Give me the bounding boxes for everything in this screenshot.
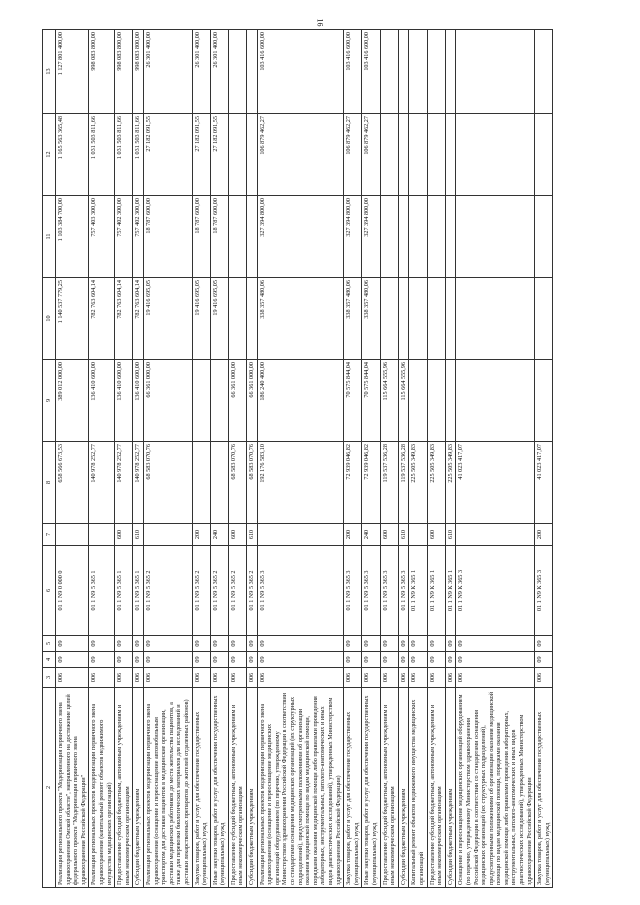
table-cell-c13: 103 416 600,00 [362, 30, 380, 114]
row-description-cell: Капитальный ремонт объектов недвижимого имущества медицинских организаций [409, 688, 427, 888]
table-cell-c12: 106 879 462,27 [362, 114, 380, 196]
table-cell-c9: 136 410 600,00 [133, 360, 144, 442]
table-cell-c13: 998 083 800,00 [133, 30, 144, 114]
table-cell-c4: 09 [535, 652, 553, 668]
table-cell-c6: 01 1 N9 5 365 1 [89, 546, 115, 636]
table-cell-c8: 68 583 070,76 [143, 442, 192, 524]
table-cell-c11 [228, 196, 246, 278]
table-cell-c10 [427, 278, 445, 360]
table-cell-c8: 225 505 349,83 [427, 442, 445, 524]
table-cell-c11 [380, 196, 398, 278]
table-row [344, 30, 362, 888]
table-row [398, 30, 409, 888]
table-cell-c5: 09 [89, 636, 115, 652]
table-cell-c10: 19 416 695,05 [143, 278, 192, 360]
table-cell-c7: 600 [380, 524, 398, 546]
table-cell-c9 [427, 360, 445, 442]
table-cell-c6: 01 1 N9 К 365 1 [445, 546, 456, 636]
table-cell-c11: 18 787 600,00 [192, 196, 210, 278]
table-row [409, 30, 427, 888]
row-description-cell: Реализация региональных проектов модернизации первичного звена здравоохранения (оснащение и переоснащение медицинских организаций оборудованием (по перечню, утвержденному Министерством здравоохранения Российской Федерации в соответствии со стандартами оснащения медицинских организаций (их структурных подразделений), предусмотренными положениями об организации оказания медицинской помощи по видам медицинской помощи, порядками оказания медицинской помощи либо правилами проведения лабораторных, инструментальных, патолого-анатомических и иных видов диагностических исследований), утвержденных Министерством здравоохранения Российской Федерации) [257, 688, 344, 888]
table-cell-c4: 09 [362, 652, 380, 668]
table-cell-c13: 26 301 400,00 [210, 30, 228, 114]
table-cell-c3: 006 [257, 668, 344, 688]
table-cell-c9: 115 664 555,96 [380, 360, 398, 442]
column-header: 7 [43, 524, 56, 546]
table-cell-c11 [398, 196, 409, 278]
table-cell-c9: 66 361 000,00 [228, 360, 246, 442]
row-description-cell: Иные закупки товаров, работ и услуг для обеспечения государственных (муниципальных) нужд [210, 688, 228, 888]
table-cell-c6: 01 1 N9 К 365 1 [409, 546, 427, 636]
table-cell-c12: 1 031 503 811,66 [115, 114, 133, 196]
row-description-cell: Закупка товаров, работ и услуг для обеспечения государственных (муниципальных) нужд [344, 688, 362, 888]
table-cell-c5: 09 [427, 636, 445, 652]
row-description-cell: Иные закупки товаров, работ и услуг для обеспечения государственных (муниципальных) нужд [362, 688, 380, 888]
table-cell-c5: 09 [56, 636, 89, 652]
table-cell-c13 [247, 30, 258, 114]
table-cell-c8: 225 505 349,83 [409, 442, 427, 524]
table-cell-c13: 26 301 400,00 [192, 30, 210, 114]
table-cell-c3: 006 [380, 668, 398, 688]
column-header: 10 [43, 278, 56, 360]
table-cell-c5: 09 [257, 636, 344, 652]
table-cell-c8: 140 978 252,77 [89, 442, 115, 524]
table-cell-c9 [445, 360, 456, 442]
table-cell-c8: 140 978 252,77 [133, 442, 144, 524]
table-cell-c12 [535, 114, 553, 196]
row-description-cell: Субсидии бюджетным учреждениям [398, 688, 409, 888]
table-cell-c12 [398, 114, 409, 196]
table-cell-c6: 01 1 N9 К 365 3 [535, 546, 553, 636]
table-cell-c7: 240 [210, 524, 228, 546]
table-cell-c12 [247, 114, 258, 196]
table-cell-c9: 186 240 400,00 [257, 360, 344, 442]
table-cell-c4: 09 [456, 652, 535, 668]
table-cell-c6: 01 1 N9 К 365 1 [427, 546, 445, 636]
column-header: 9 [43, 360, 56, 442]
table-cell-c4: 09 [257, 652, 344, 668]
table-cell-c7: 200 [535, 524, 553, 546]
table-cell-c9: 66 361 000,00 [143, 360, 192, 442]
table-cell-c7: 610 [247, 524, 258, 546]
table-cell-c8: 140 978 252,77 [115, 442, 133, 524]
table-cell-c7 [456, 524, 535, 546]
table-cell-c3: 006 [456, 668, 535, 688]
row-description-cell: Реализация региональных проектов модернизации первичного звена здравоохранения (капитальный ремонт объектов недвижимого имущества медицинских организаций) [89, 688, 115, 888]
table-cell-c6: 01 1 N9 5 365 2 [228, 546, 246, 636]
table-row [56, 30, 89, 888]
table-cell-c7 [257, 524, 344, 546]
table-cell-c10 [445, 278, 456, 360]
table-cell-c7: 610 [445, 524, 456, 546]
table-cell-c7 [409, 524, 427, 546]
table-row [247, 30, 258, 888]
table-row [192, 30, 210, 888]
table-cell-c10: 19 416 695,05 [192, 278, 210, 360]
table-cell-c10: 338 357 480,06 [344, 278, 362, 360]
table-cell-c11: 757 402 300,00 [115, 196, 133, 278]
table-cell-c13: 1 127 801 400,00 [56, 30, 89, 114]
table-cell-c13: 103 416 600,00 [344, 30, 362, 114]
table-row [362, 30, 380, 888]
table-cell-c5: 09 [115, 636, 133, 652]
table-cell-c3: 006 [143, 668, 192, 688]
table-cell-c11 [409, 196, 427, 278]
table-cell-c10 [398, 278, 409, 360]
table-cell-c12: 27 182 091,55 [143, 114, 192, 196]
table-cell-c8: 68 583 070,76 [247, 442, 258, 524]
table-cell-c4: 09 [115, 652, 133, 668]
table-cell-c10 [228, 278, 246, 360]
table-cell-c10 [380, 278, 398, 360]
row-description-cell: Субсидии бюджетным учреждениям [445, 688, 456, 888]
table-row [535, 30, 553, 888]
table-row [456, 30, 535, 888]
table-cell-c6: 01 1 N9 5 365 3 [257, 546, 344, 636]
table-cell-c12: 1 031 503 811,66 [133, 114, 144, 196]
table-cell-c12 [427, 114, 445, 196]
table-cell-c3: 006 [362, 668, 380, 688]
table-cell-c4: 09 [398, 652, 409, 668]
table-cell-c10: 338 357 480,06 [257, 278, 344, 360]
table-cell-c7 [143, 524, 192, 546]
table-cell-c6: 01 1 N9 5 365 3 [380, 546, 398, 636]
table-cell-c13 [445, 30, 456, 114]
table-cell-c4: 09 [192, 652, 210, 668]
table-cell-c5: 09 [535, 636, 553, 652]
table-cell-c6: 01 1 N9 5 365 3 [344, 546, 362, 636]
table-cell-c8: 41 023 417,07 [535, 442, 553, 524]
table-cell-c3: 006 [427, 668, 445, 688]
table-cell-c8: 72 939 046,82 [344, 442, 362, 524]
table-cell-c8: 68 583 070,76 [228, 442, 246, 524]
table-cell-c9 [210, 360, 228, 442]
table-cell-c12 [380, 114, 398, 196]
table-cell-c7: 610 [133, 524, 144, 546]
table-cell-c7: 600 [115, 524, 133, 546]
table-cell-c4: 09 [210, 652, 228, 668]
table-cell-c6: 01 1 N9 5 365 1 [133, 546, 144, 636]
table-cell-c6: 01 1 N9 5 365 2 [143, 546, 192, 636]
table-cell-c13: 103 416 600,00 [257, 30, 344, 114]
table-cell-c4: 09 [133, 652, 144, 668]
table-cell-c7 [89, 524, 115, 546]
table-cell-c9 [456, 360, 535, 442]
table-cell-c3: 006 [344, 668, 362, 688]
column-header: 3 [43, 668, 56, 688]
row-description-cell: Предоставление субсидий бюджетным, автономным учреждениям и иным некоммерческим организациям [380, 688, 398, 888]
column-header: 4 [43, 652, 56, 668]
table-cell-c13 [380, 30, 398, 114]
row-description-cell: Предоставление субсидий бюджетным, автономным учреждениям и иным некоммерческим организациям [228, 688, 246, 888]
table-cell-c6: 01 1 N9 0 000 0 [56, 546, 89, 636]
table-cell-c9 [535, 360, 553, 442]
table-cell-c9: 389 012 000,00 [56, 360, 89, 442]
table-cell-c3: 006 [115, 668, 133, 688]
table-cell-c7: 610 [398, 524, 409, 546]
table-cell-c10: 1 140 537 779,25 [56, 278, 89, 360]
table-cell-c10: 782 763 604,14 [115, 278, 133, 360]
table-cell-c12: 106 879 462,27 [344, 114, 362, 196]
table-cell-c9 [192, 360, 210, 442]
column-header: 6 [43, 546, 56, 636]
table-row [210, 30, 228, 888]
table-cell-c10 [409, 278, 427, 360]
table-cell-c7: 200 [344, 524, 362, 546]
table-cell-c11 [535, 196, 553, 278]
row-description-cell: Субсидии бюджетным учреждениям [133, 688, 144, 888]
table-cell-c3: 006 [192, 668, 210, 688]
table-cell-c12: 1 031 503 811,66 [89, 114, 115, 196]
table-cell-c6: 01 1 N9 К 365 3 [456, 546, 535, 636]
table-cell-c4: 09 [380, 652, 398, 668]
table-cell-c5: 09 [247, 636, 258, 652]
table-cell-c3: 006 [398, 668, 409, 688]
column-header: 12 [43, 114, 56, 196]
table-cell-c6: 01 1 N9 5 365 2 [210, 546, 228, 636]
table-cell-c8 [192, 442, 210, 524]
table-cell-c8 [210, 442, 228, 524]
table-cell-c11: 18 787 600,00 [143, 196, 192, 278]
table-cell-c11 [456, 196, 535, 278]
table-cell-c4: 09 [56, 652, 89, 668]
table-cell-c13 [409, 30, 427, 114]
table-cell-c9: 66 361 000,00 [247, 360, 258, 442]
table-cell-c11: 757 402 300,00 [133, 196, 144, 278]
table-cell-c10: 782 763 604,14 [89, 278, 115, 360]
table-cell-c4: 09 [344, 652, 362, 668]
table-cell-c3: 006 [535, 668, 553, 688]
budget-table [42, 29, 553, 888]
table-cell-c13 [456, 30, 535, 114]
column-header: 8 [43, 442, 56, 524]
page-number: 16 [315, 18, 325, 27]
column-number-row [43, 30, 56, 888]
table-cell-c9 [409, 360, 427, 442]
table-cell-c11: 1 103 384 700,00 [56, 196, 89, 278]
table-cell-c9: 70 575 844,04 [344, 360, 362, 442]
table-cell-c6: 01 1 N9 5 365 2 [192, 546, 210, 636]
table-row [143, 30, 192, 888]
table-cell-c13: 26 301 400,00 [143, 30, 192, 114]
column-header: 2 [43, 688, 56, 888]
table-cell-c3: 006 [445, 668, 456, 688]
table-row [115, 30, 133, 888]
table-cell-c12 [228, 114, 246, 196]
table-cell-c5: 09 [456, 636, 535, 652]
table-cell-c4: 09 [409, 652, 427, 668]
table-cell-c12 [409, 114, 427, 196]
table-cell-c5: 09 [362, 636, 380, 652]
table-cell-c7 [56, 524, 89, 546]
table-cell-c6: 01 1 N9 5 365 1 [115, 546, 133, 636]
table-cell-c12: 27 182 091,55 [192, 114, 210, 196]
table-cell-c5: 09 [210, 636, 228, 652]
table-row [228, 30, 246, 888]
table-cell-c13: 998 083 800,00 [115, 30, 133, 114]
table-cell-c11: 757 403 300,00 [89, 196, 115, 278]
table-cell-c12: 1 165 563 365,48 [56, 114, 89, 196]
table-cell-c11 [445, 196, 456, 278]
table-cell-c4: 09 [143, 652, 192, 668]
table-row [133, 30, 144, 888]
table-cell-c5: 09 [398, 636, 409, 652]
table-cell-c10: 19 416 695,05 [210, 278, 228, 360]
table-row [257, 30, 344, 888]
row-description-cell: Реализация регионального проекта "Модернизация первичного звена здравоохранения Омской области", направленного на достижение целей федерального проекта "Модернизация первичного звена здравоохранения Российской Федерации" [56, 688, 89, 888]
column-header: 5 [43, 636, 56, 652]
table-cell-c8: 658 566 673,53 [56, 442, 89, 524]
row-description-cell: Субсидии бюджетным учреждениям [247, 688, 258, 888]
table-cell-c9: 70 575 844,04 [362, 360, 380, 442]
table-cell-c12 [456, 114, 535, 196]
column-header: 13 [43, 30, 56, 114]
table-cell-c3: 006 [247, 668, 258, 688]
table-cell-c8: 119 537 536,28 [398, 442, 409, 524]
table-cell-c7: 600 [228, 524, 246, 546]
row-description-cell: Закупка товаров, работ и услуг для обеспечения государственных (муниципальных) нужд [535, 688, 553, 888]
table-cell-c3: 006 [89, 668, 115, 688]
table-cell-c4: 09 [427, 652, 445, 668]
table-cell-c5: 09 [445, 636, 456, 652]
table-cell-c13 [535, 30, 553, 114]
table-cell-c8: 192 176 583,10 [257, 442, 344, 524]
table-cell-c4: 09 [228, 652, 246, 668]
table-cell-c13 [228, 30, 246, 114]
table-cell-c11: 327 394 800,00 [344, 196, 362, 278]
table-cell-c4: 09 [247, 652, 258, 668]
table-cell-c5: 09 [192, 636, 210, 652]
table-cell-c9: 115 664 555,96 [398, 360, 409, 442]
table-cell-c6: 01 1 N9 5 365 3 [398, 546, 409, 636]
table-cell-c7: 200 [192, 524, 210, 546]
table-cell-c7: 240 [362, 524, 380, 546]
table-row [445, 30, 456, 888]
table-cell-c8: 119 537 536,28 [380, 442, 398, 524]
rotated-table-wrapper [42, 30, 608, 888]
table-cell-c10 [456, 278, 535, 360]
table-cell-c11 [427, 196, 445, 278]
table-cell-c6: 01 1 N9 5 365 2 [247, 546, 258, 636]
table-cell-c9: 136 410 600,00 [89, 360, 115, 442]
table-cell-c11: 18 787 600,00 [210, 196, 228, 278]
table-cell-c4: 09 [445, 652, 456, 668]
table-cell-c13 [398, 30, 409, 114]
table-cell-c12 [445, 114, 456, 196]
table-cell-c13 [427, 30, 445, 114]
table-cell-c4: 09 [89, 652, 115, 668]
table-cell-c5: 09 [143, 636, 192, 652]
row-description-cell: Предоставление субсидий бюджетным, автономным учреждениям и иным некоммерческим организациям [115, 688, 133, 888]
row-description-cell: Реализация региональных проектов модернизации первичного звена здравоохранения (оснащение и переоснащение автомобильным транспортом для доставки пациентов в медицинские организации, доставки медицинских работников до места жительства пациентов, а также для перевозки биологических материалов для исследований и доставки лекарственных препаратов до жителей отдаленных районов) [143, 688, 192, 888]
table-cell-c5: 09 [228, 636, 246, 652]
table-cell-c3: 006 [210, 668, 228, 688]
table-row [380, 30, 398, 888]
table-cell-c8: 41 023 417,07 [456, 442, 535, 524]
table-cell-c13: 998 083 800,00 [89, 30, 115, 114]
table-cell-c10: 338 357 480,06 [362, 278, 380, 360]
table-cell-c11: 327 394 800,00 [257, 196, 344, 278]
table-cell-c10 [247, 278, 258, 360]
column-header: 11 [43, 196, 56, 278]
table-cell-c12: 27 182 091,55 [210, 114, 228, 196]
table-cell-c12: 106 879 462,27 [257, 114, 344, 196]
table-cell-c7: 600 [427, 524, 445, 546]
table-cell-c3: 006 [56, 668, 89, 688]
budget-table-sheet [42, 30, 608, 888]
table-cell-c5: 09 [344, 636, 362, 652]
table-cell-c10 [535, 278, 553, 360]
row-description-cell: Оснащение и переоснащение медицинских организаций оборудованием (по перечню, утвержденному Министерством здравоохранения Российской Федерации в соответствии со стандартами оснащения медицинских организаций (их структурных подразделений), предусмотренными положениями об организации оказания медицинской помощи по видам медицинской помощи, порядками оказания медицинской помощи либо правилами проведения лабораторных, инструментальных, патолого-анатомических и иных видов диагностических исследований), утвержденных Министерством здравоохранения Российской Федерации [456, 688, 535, 888]
table-cell-c5: 09 [133, 636, 144, 652]
table-cell-c6: 01 1 N9 5 365 3 [362, 546, 380, 636]
row-description-cell: Закупка товаров, работ и услуг для обеспечения государственных (муниципальных) нужд [192, 688, 210, 888]
table-row [427, 30, 445, 888]
table-cell-c3: 006 [409, 668, 427, 688]
table-cell-c11 [247, 196, 258, 278]
table-cell-c9: 136 410 600,00 [115, 360, 133, 442]
table-cell-c11: 327 394 800,00 [362, 196, 380, 278]
table-cell-c10: 782 763 604,14 [133, 278, 144, 360]
table-row [89, 30, 115, 888]
row-description-cell: Предоставление субсидий бюджетным, автономным учреждениям и иным некоммерческим организациям [427, 688, 445, 888]
table-cell-c8: 225 505 349,83 [445, 442, 456, 524]
table-cell-c3: 006 [228, 668, 246, 688]
table-cell-c5: 09 [380, 636, 398, 652]
table-cell-c3: 006 [133, 668, 144, 688]
table-cell-c8: 72 939 046,82 [362, 442, 380, 524]
table-cell-c5: 09 [409, 636, 427, 652]
